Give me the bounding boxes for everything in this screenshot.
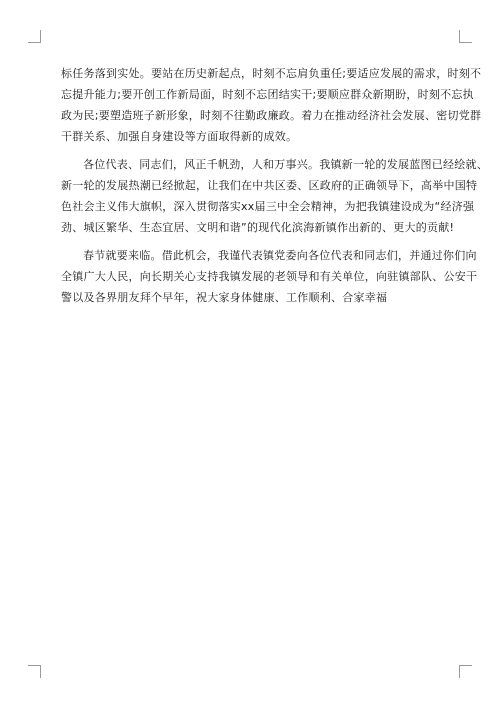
paragraph-2 <box>61 154 488 238</box>
paragraph-1 <box>61 63 482 147</box>
text-line: 忘提升能力;要开创工作新局面，时刻不忘团结实干;要顺应群众新期盼，时刻不忘执 <box>61 88 474 101</box>
text-line: 各位代表、同志们，风正千帆劲，人和万事兴。我镇新一轮的发展蓝图已经绘就、 <box>83 158 488 171</box>
text-line: 全镇广大人民，向长期关心支持我镇发展的老领导和有关单位，向驻镇部队、公安干 <box>61 270 478 283</box>
document-body <box>61 63 488 315</box>
text-line: 政为民;要塑造班子新形象，时刻不往勤政廉政。着力在推动经济社会发展、密切党群 <box>61 109 482 122</box>
crop-mark-bottom-right <box>459 665 472 678</box>
text-line: 干群关系、加强自身建设等方面取得新的成效。 <box>61 130 298 143</box>
crop-mark-top-right <box>459 30 472 43</box>
text-line: 新一轮的发展热潮已经掀起，让我们在中共区委、区政府的正确领导下，高举中国特 <box>61 179 478 192</box>
crop-mark-top-left <box>28 30 41 43</box>
text-line: 标任务落到实处。要站在历史新起点，时刻不忘肩负重任;要适应发展的需求，时刻不 <box>61 67 482 80</box>
paragraph-3 <box>61 245 478 308</box>
text-line: 警以及各界朋友拜个早年，祝大家身体健康、工作顺利、合家幸福 <box>61 291 388 304</box>
text-line: 春节就要来临。借此机会，我谨代表镇党委向各位代表和同志们，并通过你们向 <box>83 249 477 262</box>
text-line: 色社会主义伟大旗帜，深入贯彻落实xx届三中全会精神，为把我镇建设成为“经济强 <box>61 200 475 213</box>
text-line: 劲、城区繁华、生态宜居、文明和谐”的现代化滨海新镇作出新的、更大的贡献! <box>61 221 455 234</box>
crop-mark-bottom-left <box>28 665 41 678</box>
